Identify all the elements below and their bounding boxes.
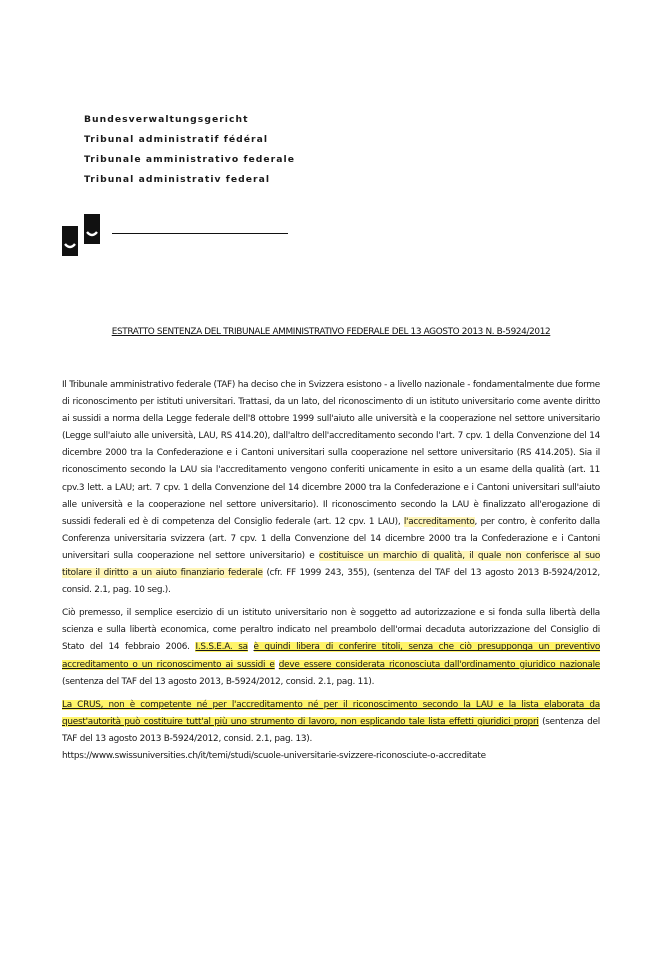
court-name-fr: Tribunal administratif fédéral xyxy=(84,134,269,145)
paragraph-2 xyxy=(62,605,600,690)
highlight-isssea: I.S.S.E.A. sa xyxy=(195,642,248,653)
paragraph-1-text-a: Il Tribunale amministrativo federale (TAF) ha deciso che in Svizzera esistono - a livello nazionale - fondamentalmente due forme di riconoscimento per istituti universitari. Trattasi, da un lato, del riconoscimento di un istituto universitario come avente diritto ai sussidi a norma della Legge federale dell'8 ottobre 1999 sull'aiuto alle università e la cooperazione nel settore universitario (Legge sull'aiuto alle università, LAU, RS 414.20), dall'altro dell'accreditamento secondo l'art. 7 cpv. 1 della Convenzione del 14 dicembre 2000 tra la Confederazione e i Cantoni universitari sulla cooperazione nel settore universitario (RS 414.205). Sia il riconoscimento secondo la LAU sia l'accreditamento vengono conferiti unicamente in esito a un esame della qualità (art. 11 cpv.3 lett. a LAU; art. 7 cpv. 1 della Convenzione del 14 dicembre 2000 tra la Confederazione e i Cantoni universitari sull'aiuto alle università e la cooperazione nel settore universitario). Il riconoscimento secondo la LAU è finalizzato all'erogazione di sussidi federali ed è di competenza del Consiglio federale (art. 12 cpv. 1 LAU), xyxy=(62,380,600,527)
court-logo-icon xyxy=(62,214,102,256)
court-name-it: Tribunale amministrativo federale xyxy=(84,154,295,165)
paragraph-2-text-b: (sentenza del TAF del 13 agosto 2013, B-5924/2012, consid. 2.1, pag. 11). xyxy=(62,676,375,687)
highlight-riconosciuta: deve essere considerata riconosciuta dall'ordinamento giuridico nazionale xyxy=(278,659,600,670)
highlight-accreditamento: l'accreditamento xyxy=(403,516,475,527)
document-title: ESTRATTO SENTENZA DEL TRIBUNALE AMMINISTRATIVO FEDERALE DEL 13 AGOSTO 2013 N. B-5924/2012 xyxy=(111,327,551,337)
court-name-block xyxy=(84,110,295,190)
highlight-marchio-qualita: costituisce un marchio di qualità, il quale non conferisce al suo titolare il diritto a un aiuto finanziario federale xyxy=(62,550,601,579)
paragraph-1-text-c: (cfr. FF 1999 243, 355), (sentenza del TAF del 13 agosto 2013 B-5924/2012, consid. 2.1, pag. 10 seg.). xyxy=(62,568,600,596)
paragraph-3-text: (sentenza del TAF del 13 agosto 2013 B-5924/2012, consid. 2.1, pag. 13). xyxy=(62,716,600,744)
logo-divider xyxy=(112,233,288,234)
court-name-rm: Tribunal administrativ federal xyxy=(84,174,271,185)
highlight-crus: La CRUS, non è competente né per l'accreditamento né per il riconoscimento secondo la LAU e la lista elaborata da quest'autorità può costituire tutt'al più uno strumento di lavoro, non esplicando tale lista effetti giuridici propri xyxy=(62,699,600,727)
paragraph-1 xyxy=(62,377,600,599)
paragraph-1-text-b: , per contro, è conferito dalla Conferenza universitaria svizzera (art. 7 cpv. 1 della Convenzione del 14 dicembre 2000 tra la Confederazione e i Cantoni universitari sulla cooperazione nel settore universitario) e xyxy=(62,516,600,561)
document-body xyxy=(62,377,600,771)
paragraph-3 xyxy=(62,697,600,765)
paragraph-2-text-a: Ciò premesso, il semplice esercizio di un istituto universitario non è soggetto ad autorizzazione e si fonda sulla libertà della scienza e sulla libertà economica, come peraltro indicato nel preambolo dell'ormai decaduta autorizzazione del Consiglio di Stato del 14 febbraio 2006. xyxy=(62,608,600,653)
highlight-libera-titoli: è quindi libera di conferire titoli, senza che ciò presupponga un preventivo accreditamento o un riconoscimento ai sussidi e xyxy=(62,642,601,670)
court-name-de: Bundesverwaltungsgericht xyxy=(84,114,249,125)
swissuniversities-link[interactable]: https://www.swissuniversities.ch/it/temi/studi/scuole-universitarie-svizzere-riconosciute-o-accreditate xyxy=(62,750,486,761)
